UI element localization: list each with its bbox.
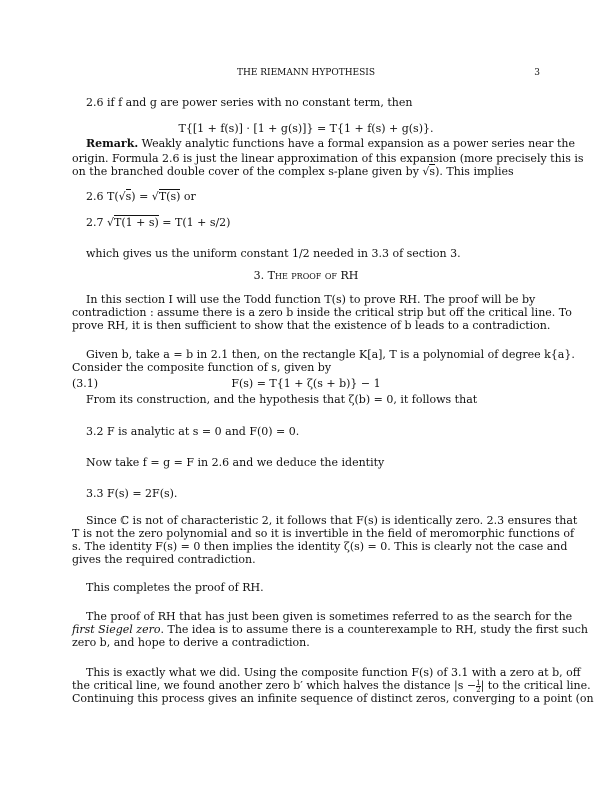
text-span: the critical line, we found another zero b′ which halves the distance |s − <box>72 679 477 692</box>
text-span: ). This implies <box>435 165 514 178</box>
line-2-6-intro: 2.6 if f and g are power series with no constant term, then <box>86 96 413 109</box>
paragraph-line: s. The identity F(s) = 0 then implies the identity ζ(s) = 0. This is clearly not the case and <box>72 540 568 553</box>
paragraph-line: This is exactly what we did. Using the composite function F(s) of 3.1 with a zero at b, off <box>86 666 581 679</box>
text-span: | to the critical line. <box>480 679 591 692</box>
remark-label: Remark. <box>86 137 139 150</box>
paragraph-line: Given b, take a = b in 2.1 then, on the rectangle K[a], T is a polynomial of degree k{a}. <box>86 348 575 361</box>
paragraph-line: The proof of RH that has just been given is sometimes referred to as the search for the <box>86 610 573 623</box>
paragraph-line <box>72 678 591 694</box>
equation-label: (3.1) <box>72 377 99 390</box>
equation-3-1: F(s) = T{1 + ζ(s + b)} − 1 <box>231 377 381 390</box>
text-span: ) = √ <box>131 190 159 203</box>
text-span: 2.6 T(√ <box>86 190 126 203</box>
equation-3-1-row <box>72 377 540 390</box>
sqrt-argument: T(1 + s) <box>114 216 159 229</box>
paragraph-line: Consider the composite function of s, given by <box>72 361 332 374</box>
paragraph-line <box>72 165 540 178</box>
statement-3-3: 3.3 F(s) = 2F(s). <box>86 487 178 500</box>
text-span: 2.7 √ <box>86 216 114 229</box>
paragraph-line: Now take f = g = F in 2.6 and we deduce the identity <box>86 456 385 469</box>
sqrt-argument: s <box>429 165 436 178</box>
paragraph-line: T is not the zero polynomial and so it is invertible in the field of meromorphic functions of <box>72 527 575 540</box>
remark-line <box>86 137 575 150</box>
sqrt-argument: T(s) <box>158 190 181 203</box>
fraction-numerator: 1 <box>476 678 481 687</box>
text-span: . The idea is to assume there is a counterexample to RH, study the first such <box>160 623 588 636</box>
page-number: 3 <box>534 68 540 78</box>
paragraph-line: zero b, and hope to derive a contradiction. <box>72 636 310 649</box>
paragraph-line: Since ℂ is not of characteristic 2, it follows that F(s) is identically zero. 2.3 ensures that <box>86 514 578 527</box>
paragraph-line: gives the required contradiction. <box>72 553 256 566</box>
statement-3-2: 3.2 F is analytic at s = 0 and F(0) = 0. <box>86 425 300 438</box>
paragraph-line: prove RH, it is then sufficient to show that the existence of b leads to a contradiction. <box>72 319 551 332</box>
remark-text: Weakly analytic functions have a formal expansion as a power series near the <box>141 137 575 150</box>
formula-2-6-sqrt <box>86 190 540 203</box>
running-header <box>72 67 540 80</box>
emphasis-siegel-zero: first Siegel zero <box>72 623 161 636</box>
equation-2-6: T{[1 + f(s)] · [1 + g(s)]} = T{1 + f(s) + g(s)}. <box>178 122 434 135</box>
fraction-denominator: 2 <box>476 685 481 694</box>
formula-2-7 <box>86 216 540 229</box>
paragraph-line: This completes the proof of RH. <box>86 581 264 594</box>
paragraph-line: In this section I will use the Todd function T(s) to prove RH. The proof will be by <box>86 293 536 306</box>
paragraph-line: From its construction, and the hypothesis that ζ(b) = 0, it follows that <box>86 393 478 406</box>
text-span: = T(1 + s/2) <box>158 216 231 229</box>
paragraph-line: Continuing this process gives an infinite sequence of distinct zeros, converging to a point (on <box>72 692 594 705</box>
section-title: 3. The proof of RH <box>253 269 359 282</box>
paragraph-line <box>72 623 588 636</box>
header-title: THE RIEMANN HYPOTHESIS <box>236 68 376 78</box>
text-span: or <box>180 190 196 203</box>
text-span: on the branched double cover of the complex s-plane given by √ <box>72 165 430 178</box>
paragraph-line: origin. Formula 2.6 is just the linear approximation of this expansion (more precisely this is <box>72 152 584 165</box>
paragraph-line: which gives us the uniform constant 1/2 needed in 3.3 of section 3. <box>86 247 461 260</box>
sqrt-argument: s <box>125 190 132 203</box>
paragraph-line: contradiction : assume there is a zero b inside the critical strip but off the critical line. To <box>72 306 572 319</box>
